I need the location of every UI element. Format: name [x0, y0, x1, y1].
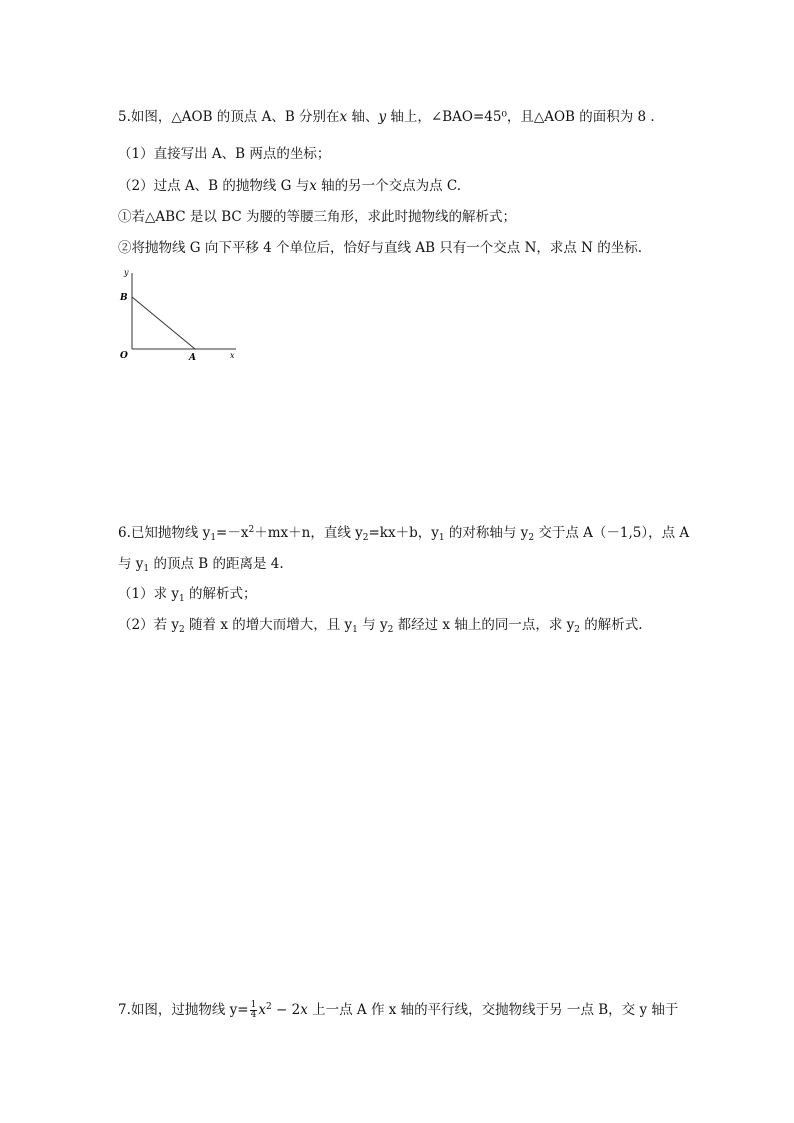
fraction-one-quarter: $\frac{1}{4}$: [250, 1000, 257, 1020]
label-x: x: [230, 351, 235, 360]
q5-subpart2: ②将抛物线 G 向下平移 4 个单位后，恰好与直线 AB 只有一个交点 N，求点 N 的坐标.: [118, 240, 643, 256]
q6-stem-line1: 6.已知抛物线 $y_1=-x^2+mx+n$，直线 $y_2=kx+b$，$y_1$ 的对称轴与 $y_2$ 交于点 A（－1,5），点 A: [118, 525, 690, 543]
label-o: O: [120, 351, 128, 361]
label-y: y: [124, 268, 129, 277]
q5-subpart1: ①若△ABC 是以 BC 为腰的等腰三角形，求此时抛物线的解析式；: [118, 209, 517, 225]
q7-stem: 7.如图，过抛物线 y= $\frac{1}{4}$ $x^2 - 2x$ 上一点 A 作 x 轴的平行线，交抛物线于另 一点 B，交 y 轴于: [118, 1000, 679, 1020]
q6-part1: （1）求 $y_1$ 的解析式；: [118, 586, 257, 604]
segment-ab: [132, 297, 195, 349]
label-b: B: [120, 293, 128, 303]
q5-part1: （1）直接写出 A、B 两点的坐标；: [118, 146, 331, 162]
label-a: A: [189, 353, 196, 363]
q5-part2: （2）过点 A、B 的抛物线 G 与x 轴的另一个交点为点 C.: [118, 178, 462, 194]
q6-part2: （2）若 $y_2$ 随着 x 的增大而增大，且 $y_1$ 与 $y_2$ 都经过 x 轴上的同一点，求 $y_2$ 的解析式.: [118, 617, 643, 635]
q6-stem-line2: 与 $y_1$ 的顶点 B 的距离是 4.: [118, 556, 284, 574]
q5-stem: 5.如图，△AOB 的顶点 A、B 分别在x 轴、y 轴上，∠BAO=45⁰，且△AOB 的面积为 8 .: [118, 109, 655, 125]
q5-figure: [116, 263, 246, 363]
